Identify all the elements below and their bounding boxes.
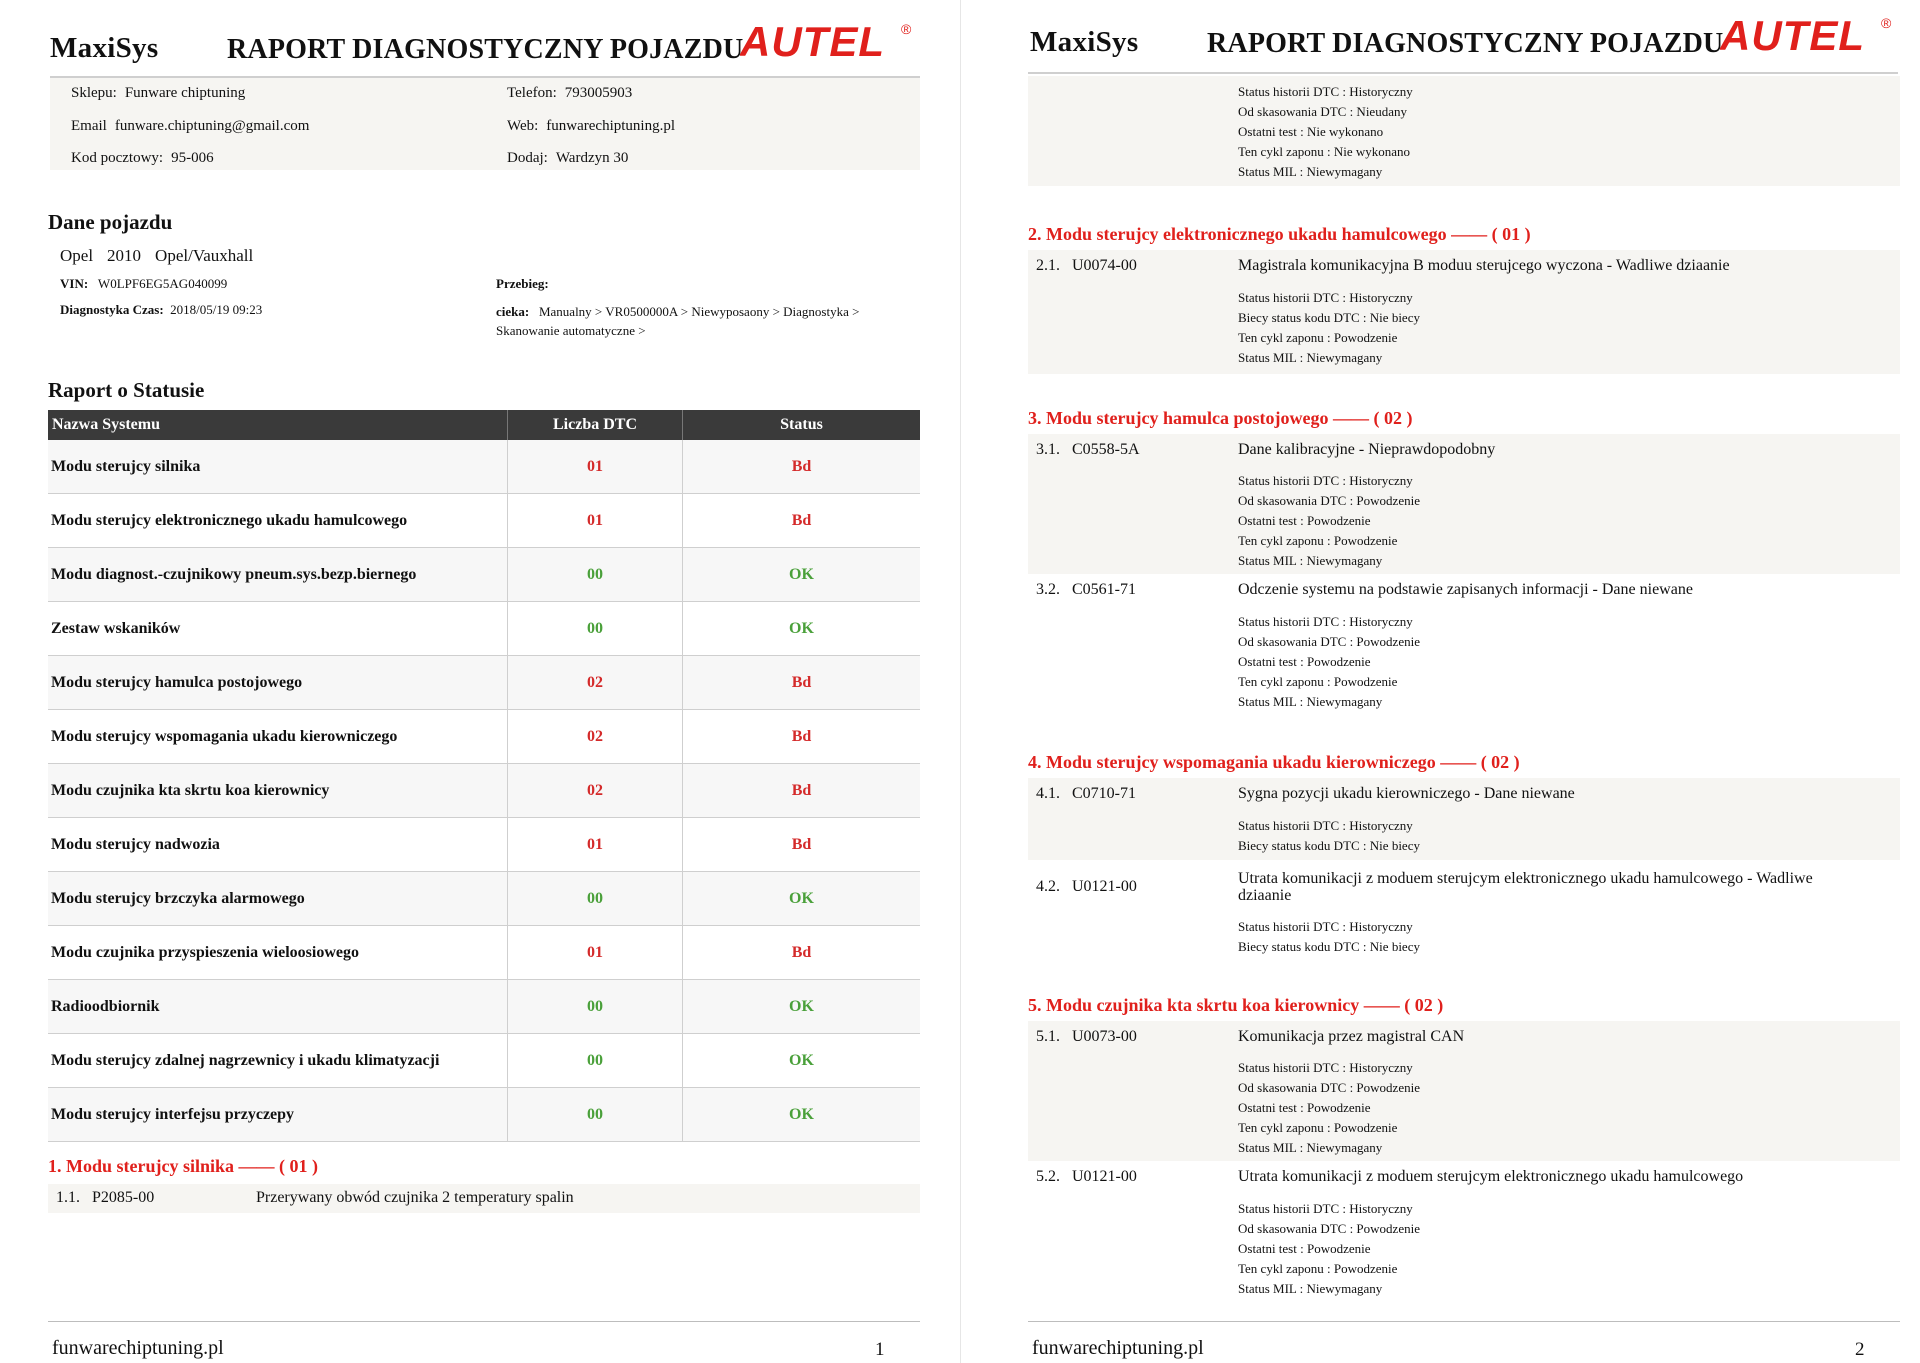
page-number: 1 <box>875 1339 885 1360</box>
dtc-detail-line: Status MIL : Niewymagany <box>1238 350 1383 365</box>
dtc-details <box>1238 1058 1420 1158</box>
dtc-entry-1-1-continued <box>1028 76 1900 186</box>
dtc-count: 01 <box>508 440 683 494</box>
col-system-name: Nazwa Systemu <box>48 410 508 440</box>
system-name: Modu sterujcy silnika <box>48 440 508 494</box>
dtc-detail-line: Ten cykl zaponu : Powodzenie <box>1238 1261 1398 1276</box>
header-rule <box>1028 72 1898 74</box>
dtc-detail-line: Status historii DTC : Historyczny <box>1238 473 1413 488</box>
dtc-count: 00 <box>508 1034 683 1088</box>
system-name: Radioodbiornik <box>48 980 508 1034</box>
dtc-number: 3.2. <box>1036 581 1060 598</box>
dtc-detail-line: Status MIL : Niewymagany <box>1238 694 1383 709</box>
dtc-entry-4-2 <box>1028 860 1900 960</box>
diagnostic-path: cieka: Manualny > VR0500000A > Niewyposaony > Diagnostyka > Skanowanie automatyczne > <box>496 304 860 338</box>
status-table-row <box>48 926 920 980</box>
status-table-row <box>48 1034 920 1088</box>
dtc-details <box>1238 816 1420 856</box>
vehicle-vin: VIN: W0LPF6EG5AG040099 <box>60 276 228 291</box>
brand-name: MaxiSys <box>50 32 159 64</box>
dtc-details <box>1238 471 1420 571</box>
dtc-number: 5.2. <box>1036 1168 1060 1185</box>
dtc-detail-line: Ostatni test : Powodzenie <box>1238 1100 1371 1115</box>
status-table-row <box>48 494 920 548</box>
dtc-code: C0710-71 <box>1072 785 1136 802</box>
dtc-description: Magistrala komunikacyjna B moduu sterujcego wyczona - Wadliwe dziaanie <box>1238 257 1730 274</box>
footer-rule <box>48 1321 920 1322</box>
dtc-detail-line: Ostatni test : Powodzenie <box>1238 513 1371 528</box>
vehicle-section-title: Dane pojazdu <box>48 210 173 234</box>
status-table-row <box>48 764 920 818</box>
system-status: Bd <box>683 926 921 980</box>
status-table-row <box>48 548 920 602</box>
system-status: Bd <box>683 440 921 494</box>
dtc-detail-line: Ten cykl zaponu : Powodzenie <box>1238 1120 1398 1135</box>
system-name: Modu sterujcy hamulca postojowego <box>48 656 508 710</box>
dtc-code: U0073-00 <box>1072 1028 1137 1045</box>
shop-phone: Telefon: 793005903 <box>507 85 633 101</box>
dtc-details <box>1238 288 1420 368</box>
system-name: Modu sterujcy interfejsu przyczepy <box>48 1088 508 1142</box>
dtc-detail-line: Od skasowania DTC : Powodzenie <box>1238 1080 1420 1095</box>
dtc-detail-line: Status historii DTC : Historyczny <box>1238 84 1413 99</box>
page-header <box>50 16 920 76</box>
dtc-description: Odczenie systemu na podstawie zapisanych informacji - Dane niewane <box>1238 581 1693 598</box>
shop-info <box>50 78 920 170</box>
report-page-2 <box>980 0 1920 1363</box>
status-section-title: Raport o Statusie <box>48 378 205 402</box>
dtc-code: P2085-00 <box>92 1189 155 1206</box>
col-dtc-count: Liczba DTC <box>508 410 683 440</box>
report-title: RAPORT DIAGNOSTYCZNY POJAZDU <box>1207 28 1724 59</box>
footer-site: funwarechiptuning.pl <box>1032 1337 1204 1359</box>
page-header <box>1030 10 1900 70</box>
system-status: OK <box>683 1034 921 1088</box>
dtc-count: 01 <box>508 494 683 548</box>
system-name: Modu czujnika przyspieszenia wieloosiowego <box>48 926 508 980</box>
dtc-number: 2.1. <box>1036 257 1060 274</box>
dtc-detail-line: Status historii DTC : Historyczny <box>1238 1201 1413 1216</box>
page-gutter <box>960 0 961 1363</box>
dtc-section-5-title: 5. Modu czujnika kta skrtu koa kierownicy —— ( 02 ) <box>1028 995 1444 1015</box>
status-table <box>48 410 920 1142</box>
dtc-count: 00 <box>508 980 683 1034</box>
dtc-detail-line: Od skasowania DTC : Nieudany <box>1238 104 1407 119</box>
footer-site: funwarechiptuning.pl <box>52 1337 224 1359</box>
dtc-count: 02 <box>508 710 683 764</box>
dtc-detail-line: Status historii DTC : Historyczny <box>1238 290 1413 305</box>
system-name: Modu sterujcy zdalnej nagrzewnicy i ukadu klimatyzacji <box>48 1034 508 1088</box>
status-table-row <box>48 818 920 872</box>
dtc-count: 02 <box>508 656 683 710</box>
system-status: Bd <box>683 710 921 764</box>
diagnostic-time: Diagnostyka Czas: 2018/05/19 09:23 <box>60 302 263 317</box>
dtc-detail-line: Ten cykl zaponu : Powodzenie <box>1238 674 1398 689</box>
svg-text:®: ® <box>1881 15 1892 31</box>
dtc-number: 5.1. <box>1036 1028 1060 1045</box>
dtc-detail-line: Ostatni test : Nie wykonano <box>1238 124 1384 139</box>
system-status: OK <box>683 980 921 1034</box>
dtc-number: 3.1. <box>1036 441 1060 458</box>
status-table-row <box>48 872 920 926</box>
status-table-row <box>48 602 920 656</box>
dtc-code: C0561-71 <box>1072 581 1136 598</box>
dtc-section-3-title: 3. Modu sterujcy hamulca postojowego —— ( 02 ) <box>1028 408 1413 428</box>
status-table-row <box>48 710 920 764</box>
dtc-detail-line: Biecy status kodu DTC : Nie biecy <box>1238 939 1420 954</box>
status-table-header <box>48 410 920 440</box>
dtc-entry-2-1 <box>1028 250 1900 374</box>
dtc-count: 00 <box>508 872 683 926</box>
autel-logo <box>740 18 916 62</box>
report-title: RAPORT DIAGNOSTYCZNY POJAZDU <box>227 34 744 65</box>
system-status: Bd <box>683 656 921 710</box>
dtc-details <box>1238 82 1413 182</box>
dtc-entry-1-1 <box>48 1184 920 1213</box>
dtc-detail-line: Status historii DTC : Historyczny <box>1238 818 1413 833</box>
shop-zip: Kod pocztowy: 95-006 <box>71 150 214 166</box>
dtc-description: Utrata komunikacji z moduem sterujcym elektronicznego ukadu hamulcowego - Wadliwe dziaanie <box>1238 870 1813 904</box>
dtc-detail-line: Status MIL : Niewymagany <box>1238 553 1383 568</box>
dtc-details <box>1238 1199 1420 1299</box>
dtc-number: 4.2. <box>1036 878 1060 895</box>
system-name: Modu sterujcy brzczyka alarmowego <box>48 872 508 926</box>
status-table-row <box>48 440 920 494</box>
dtc-code: U0121-00 <box>1072 878 1137 895</box>
dtc-detail-line: Biecy status kodu DTC : Nie biecy <box>1238 310 1420 325</box>
dtc-section-1-title: 1. Modu sterujcy silnika —— ( 01 ) <box>48 1156 318 1176</box>
dtc-description: Przerywany obwód czujnika 2 temperatury spalin <box>256 1189 574 1206</box>
dtc-section-2-title: 2. Modu sterujcy elektronicznego ukadu hamulcowego —— ( 01 ) <box>1028 224 1531 244</box>
dtc-detail-line: Ten cykl zaponu : Powodzenie <box>1238 330 1398 345</box>
dtc-description: Sygna pozycji ukadu kierowniczego - Dane niewane <box>1238 785 1575 802</box>
dtc-description: Utrata komunikacji z moduem sterujcym elektronicznego ukadu hamulcowego <box>1238 1168 1744 1185</box>
system-name: Modu sterujcy nadwozia <box>48 818 508 872</box>
dtc-detail-line: Od skasowania DTC : Powodzenie <box>1238 1221 1420 1236</box>
status-table-row <box>48 980 920 1034</box>
dtc-count: 01 <box>508 818 683 872</box>
dtc-details <box>1238 612 1420 712</box>
svg-text:AUTEL: AUTEL <box>740 18 885 62</box>
dtc-number: 4.1. <box>1036 785 1060 802</box>
dtc-detail-line: Ostatni test : Powodzenie <box>1238 1241 1371 1256</box>
dtc-detail-line: Ostatni test : Powodzenie <box>1238 654 1371 669</box>
dtc-section-4-title: 4. Modu sterujcy wspomagania ukadu kierowniczego —— ( 02 ) <box>1028 752 1520 772</box>
system-status: Bd <box>683 818 921 872</box>
system-name: Modu sterujcy elektronicznego ukadu hamulcowego <box>48 494 508 548</box>
system-name: Modu czujnika kta skrtu koa kierownicy <box>48 764 508 818</box>
system-name: Modu sterujcy wspomagania ukadu kierowniczego <box>48 710 508 764</box>
dtc-detail-line: Status MIL : Niewymagany <box>1238 164 1383 179</box>
system-status: OK <box>683 548 921 602</box>
system-status: OK <box>683 872 921 926</box>
page-number: 2 <box>1855 1339 1865 1360</box>
dtc-code: U0121-00 <box>1072 1168 1137 1185</box>
shop-address: Dodaj: Wardzyn 30 <box>507 150 629 166</box>
dtc-detail-line: Status historii DTC : Historyczny <box>1238 919 1413 934</box>
system-name: Modu diagnost.-czujnikowy pneum.sys.bezp.biernego <box>48 548 508 602</box>
dtc-entry-5-1 <box>1028 1021 1900 1161</box>
dtc-description: Komunikacja przez magistral CAN <box>1238 1028 1465 1045</box>
footer-rule <box>1028 1321 1900 1322</box>
status-table-row <box>48 656 920 710</box>
autel-logo <box>1720 12 1896 56</box>
dtc-count: 00 <box>508 1088 683 1142</box>
report-page-1 <box>0 0 940 1363</box>
dtc-detail-line: Od skasowania DTC : Powodzenie <box>1238 634 1420 649</box>
dtc-detail-line: Status MIL : Niewymagany <box>1238 1281 1383 1296</box>
col-status: Status <box>683 410 921 440</box>
dtc-detail-line: Biecy status kodu DTC : Nie biecy <box>1238 838 1420 853</box>
dtc-count: 02 <box>508 764 683 818</box>
shop-name: Sklepu: Funware chiptuning <box>71 85 246 101</box>
system-status: OK <box>683 602 921 656</box>
shop-email: Email funware.chiptuning@gmail.com <box>71 118 310 134</box>
dtc-entry-3-1 <box>1028 434 1900 574</box>
dtc-detail-line: Ten cykl zaponu : Nie wykonano <box>1238 144 1411 159</box>
dtc-count: 00 <box>508 602 683 656</box>
dtc-detail-line: Ten cykl zaponu : Powodzenie <box>1238 533 1398 548</box>
dtc-detail-line: Status historii DTC : Historyczny <box>1238 614 1413 629</box>
vehicle-summary: Opel 2010 Opel/Vauxhall <box>60 246 254 265</box>
dtc-code: U0074-00 <box>1072 257 1137 274</box>
dtc-detail-line: Od skasowania DTC : Powodzenie <box>1238 493 1420 508</box>
dtc-count: 00 <box>508 548 683 602</box>
svg-text:AUTEL: AUTEL <box>1720 12 1865 56</box>
vehicle-mileage: Przebieg: <box>496 276 549 291</box>
dtc-details <box>1238 917 1420 957</box>
system-status: Bd <box>683 494 921 548</box>
dtc-detail-line: Status historii DTC : Historyczny <box>1238 1060 1413 1075</box>
dtc-entry-4-1 <box>1028 778 1900 860</box>
svg-text:®: ® <box>901 21 912 37</box>
dtc-entry-3-2 <box>1028 574 1900 714</box>
system-status: Bd <box>683 764 921 818</box>
dtc-entry-5-2 <box>1028 1161 1900 1301</box>
dtc-code: C0558-5A <box>1072 441 1140 458</box>
status-table-row <box>48 1088 920 1142</box>
dtc-count: 01 <box>508 926 683 980</box>
dtc-detail-line: Status MIL : Niewymagany <box>1238 1140 1383 1155</box>
dtc-number: 1.1. <box>56 1189 80 1206</box>
dtc-description: Dane kalibracyjne - Nieprawdopodobny <box>1238 441 1496 458</box>
system-status: OK <box>683 1088 921 1142</box>
shop-web: Web: funwarechiptuning.pl <box>507 118 676 134</box>
brand-name: MaxiSys <box>1030 26 1139 58</box>
system-name: Zestaw wskaników <box>48 602 508 656</box>
